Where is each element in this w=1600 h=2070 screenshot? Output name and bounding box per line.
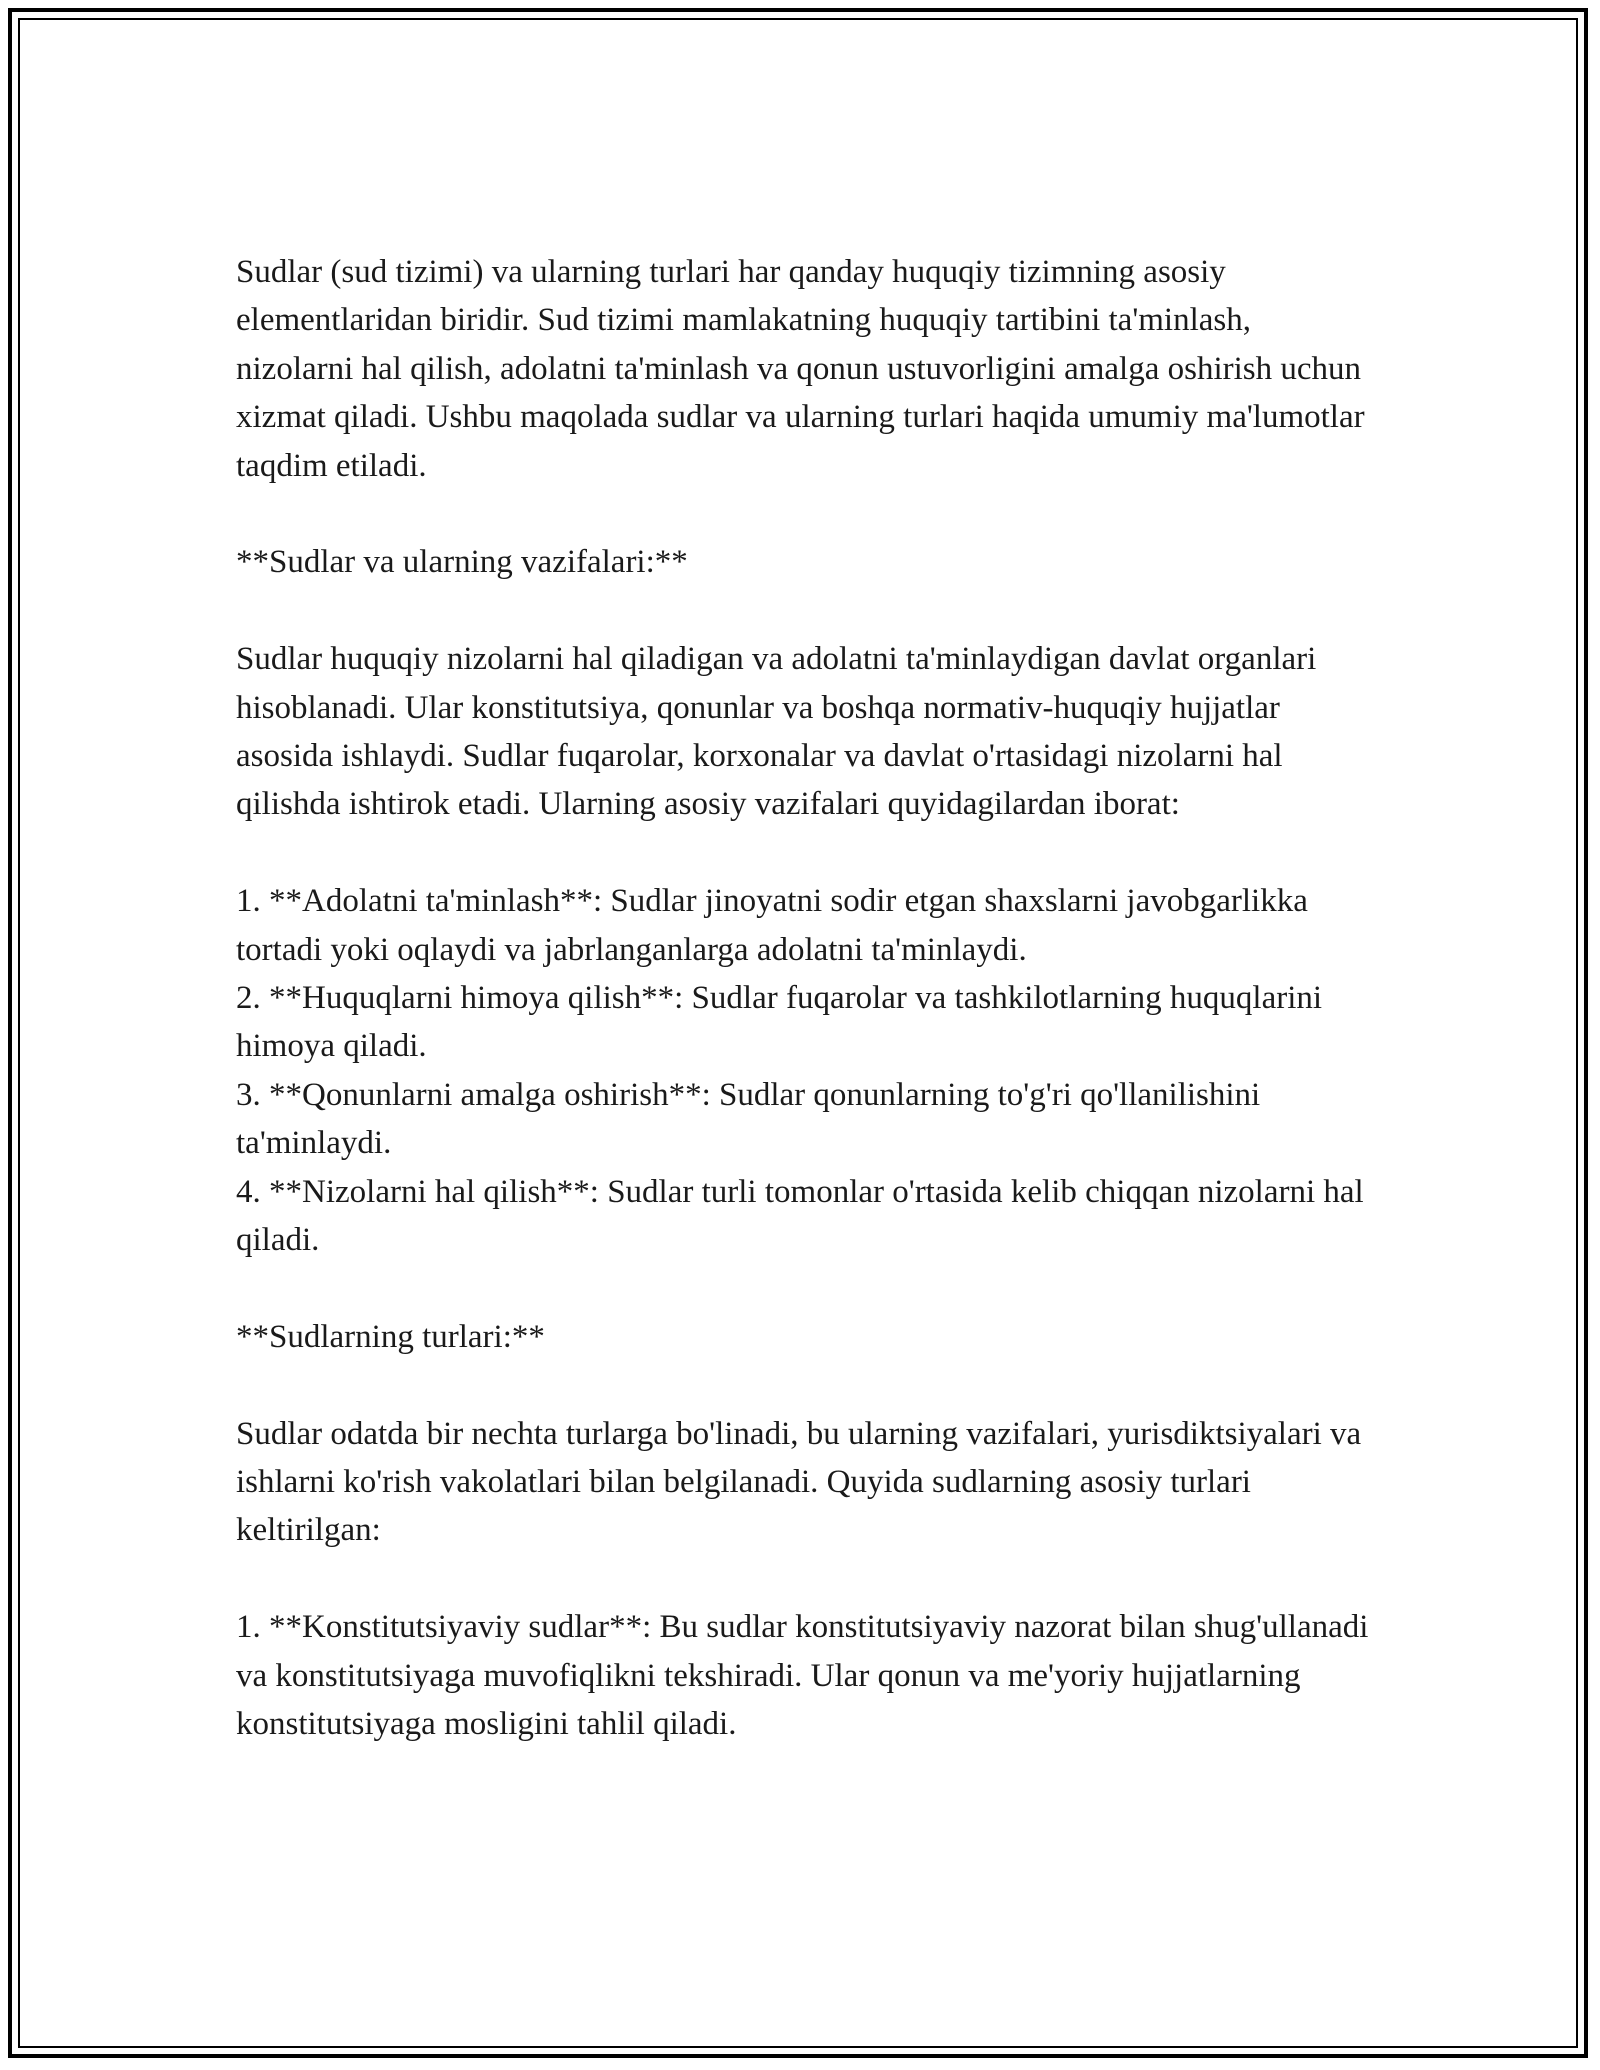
types-paragraph: Sudlar odatda bir nechta turlarga bo'linadi, bu ularning vazifalari, yurisdiktsiyalari va ishlarni ko'rish vakolatlari bilan belgilanadi. Quyida sudlarning asosiy turlari keltirilgan:: [236, 1415, 1370, 1549]
types-list: [236, 1603, 1376, 1748]
section-heading-functions: **Sudlar va ularning vazifalari:**: [236, 544, 688, 581]
section-heading-types: **Sudlarning turlari:**: [236, 1318, 545, 1355]
list-item: 1. **Adolatni ta'minlash**: Sudlar jinoyatni sodir etgan shaxslarni javobgarlikka tortadi yoki oqlaydi va jabrlanganlarga adolatni ta'minlaydi.: [236, 883, 1317, 968]
functions-paragraph: Sudlar huquqiy nizolarni hal qiladigan va adolatni ta'minlaydigan davlat organlari hisoblanadi. Ular konstitutsiya, qonunlar va boshqa normativ-huquqiy hujjatlar asosida ishlaydi. Sudlar fuqarolar, korxonalar va davlat o'rtasidagi nizolarni hal qilishda ishtirok etadi. Ularning asosiy vazifalari quyidagilardan iborat:: [236, 641, 1325, 823]
list-item: 3. **Qonunlarni amalga oshirish**: Sudlar qonunlarning to'g'ri qo'llanilishini ta'minlaydi.: [236, 1076, 1269, 1162]
functions-list: [236, 877, 1376, 1264]
list-item: 2. **Huquqlarni himoya qilish**: Sudlar fuqarolar va tashkilotlarning huquqlarini himoya qiladi.: [236, 980, 1331, 1065]
list-item: 1. **Konstitutsiyaviy sudlar**: Bu sudlar konstitutsiyaviy nazorat bilan shug'ullanadi va konstitutsiyaga muvofiqlikni tekshiradi. Ular qonun va me'yoriy hujjatlarning konstitutsiyaga mosligini tahlil qiladi.: [236, 1609, 1377, 1743]
list-item: 4. **Nizolarni hal qilish**: Sudlar turli tomonlar o'rtasida kelib chiqqan nizolarni hal qiladi.: [236, 1173, 1372, 1259]
intro-paragraph: Sudlar (sud tizimi) va ularning turlari har qanday huquqiy tizimning asosiy elementlaridan biridir. Sud tizimi mamlakatning huquqiy tartibini ta'minlash, nizolarni hal qilish, adolatni ta'minlash va qonun ustuvorligini amalga oshirish uchun xizmat qiladi. Ushbu maqolada sudlar va ularning turlari haqida umumiy ma'lumotlar taqdim etiladi.: [236, 254, 1373, 484]
document-body: [236, 248, 1376, 1797]
